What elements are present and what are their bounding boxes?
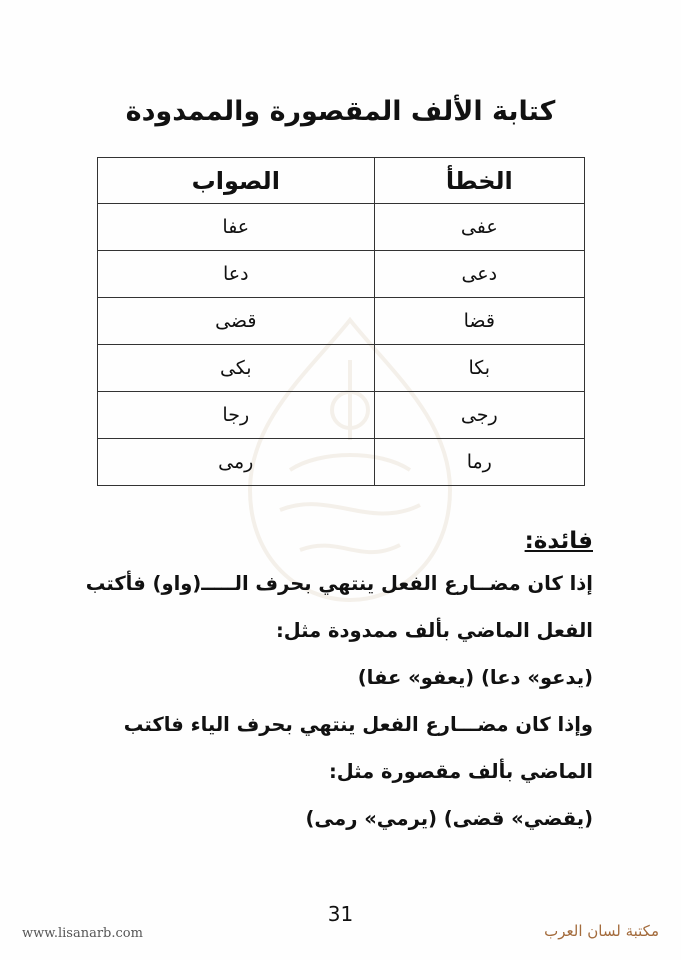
spelling-table <box>97 157 585 486</box>
header-correct: الصواب <box>98 158 375 204</box>
note-line: الماضي بألف مقصورة مثل: <box>328 760 593 783</box>
note-example: (يقضي» قضى) (يرمي» رمى) <box>305 807 593 830</box>
cell-wrong: دعى <box>374 251 584 298</box>
table-row <box>98 251 585 298</box>
table-header-row <box>98 158 585 204</box>
cell-correct: رمى <box>98 439 375 486</box>
header-wrong: الخطأ <box>374 158 584 204</box>
website-url: www.lisanarb.com <box>22 926 143 941</box>
library-name: مكتبة لسان العرب <box>544 922 659 940</box>
table-row <box>98 204 585 251</box>
note-example: (يدعو» دعا) (يعفو» عفا) <box>357 666 593 689</box>
cell-correct: قضى <box>98 298 375 345</box>
cell-correct: دعا <box>98 251 375 298</box>
page-title: كتابة الألف المقصورة والممدودة <box>125 96 556 127</box>
cell-wrong: رما <box>374 439 584 486</box>
note-line: إذا كان مضــارع الفعل ينتهي بحرف الـــــ(واو) فأكتب <box>85 572 593 595</box>
table-row <box>98 298 585 345</box>
table-row <box>98 392 585 439</box>
note-line: الفعل الماضي بألف ممدودة مثل: <box>275 619 593 642</box>
cell-wrong: قضا <box>374 298 584 345</box>
cell-correct: عفا <box>98 204 375 251</box>
note-section <box>85 528 593 842</box>
cell-correct: رجا <box>98 392 375 439</box>
cell-wrong: رجى <box>374 392 584 439</box>
table-row <box>98 345 585 392</box>
cell-correct: بكى <box>98 345 375 392</box>
page-number: 31 <box>327 902 354 926</box>
note-heading: فائدة: <box>524 528 593 554</box>
table-row <box>98 439 585 486</box>
cell-wrong: بكا <box>374 345 584 392</box>
cell-wrong: عفى <box>374 204 584 251</box>
note-line: وإذا كان مضـــارع الفعل ينتهي بحرف الياء فاكتب <box>123 713 593 736</box>
